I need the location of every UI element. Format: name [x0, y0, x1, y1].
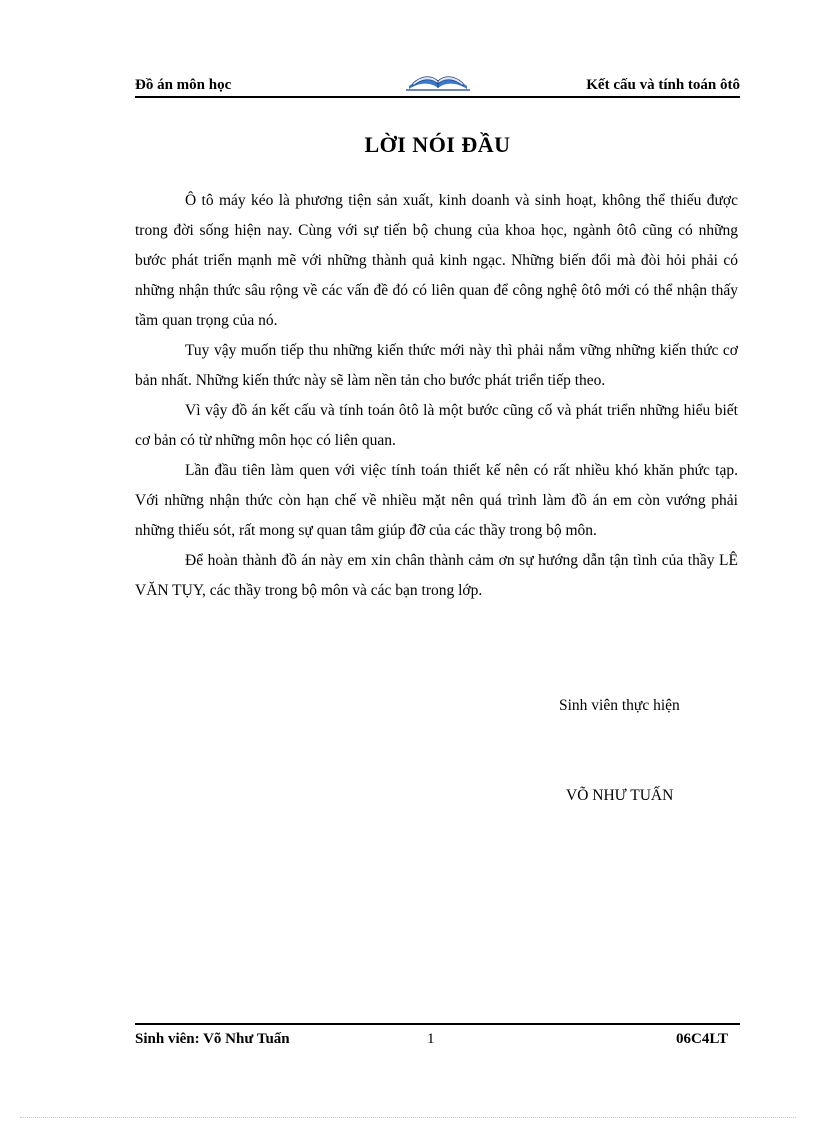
footer-class-code: 06C4LT [676, 1031, 728, 1047]
signature-label: Sinh viên thực hiện [559, 697, 680, 714]
page-number: 1 [427, 1031, 435, 1047]
page-title: LỜI NÓI ĐẦU [364, 132, 511, 157]
header-course-label: Đồ án môn học [135, 77, 232, 93]
paragraph: Ô tô máy kéo là phương tiện sản xuất, kinh doanh và sinh hoạt, không thể thiếu được trong đời sống hiện nay. Cùng với sự tiến bộ chung của khoa học, ngành ôtô cũng có những bước phát triển mạnh mẽ với những thành quả kinh ngạc. Những biến đổi mà đòi hỏi phải có những nhận thức sâu rộng về các vấn đề đó có liên quan để công nghệ ôtô mới có thể nhận thấy tầm quan trọng của nó. [135, 192, 738, 329]
page-header [135, 74, 740, 98]
footer-student: Sinh viên: Võ Như Tuấn [135, 1031, 290, 1047]
paragraph: Lần đầu tiên làm quen với việc tính toán thiết kế nên có rất nhiều khó khăn phức tạp. Với những nhận thức còn hạn chế về nhiều mặt nên quá trình làm đồ án em còn vướng phải những thiếu sót, rất mong sự quan tâm giúp đỡ của các thầy trong bộ môn. [135, 462, 738, 539]
signature-name: VÕ NHƯ TUẤN [566, 787, 674, 804]
header-subject-label: Kết cấu và tính toán ôtô [586, 77, 740, 93]
paragraph: Tuy vậy muốn tiếp thu những kiến thức mới này thì phải nắm vững những kiến thức cơ bản nhất. Những kiến thức này sẽ làm nền tản cho bước phát triển tiếp theo. [135, 342, 738, 389]
page-bottom-divider [20, 1117, 796, 1118]
paragraph: Vì vậy đồ án kết cấu và tính toán ôtô là một bước cũng cố và phát triển những hiểu biết cơ bản có từ những môn học có liên quan. [135, 402, 738, 449]
open-book-icon [405, 68, 471, 92]
paragraph: Để hoàn thành đồ án này em xin chân thành cảm ơn sự hướng dẫn tận tình của thầy LÊ VĂN TỤY, các thầy trong bộ môn và các bạn trong lớp. [135, 552, 738, 599]
preface-body [135, 186, 738, 606]
page-footer [135, 1023, 740, 1051]
